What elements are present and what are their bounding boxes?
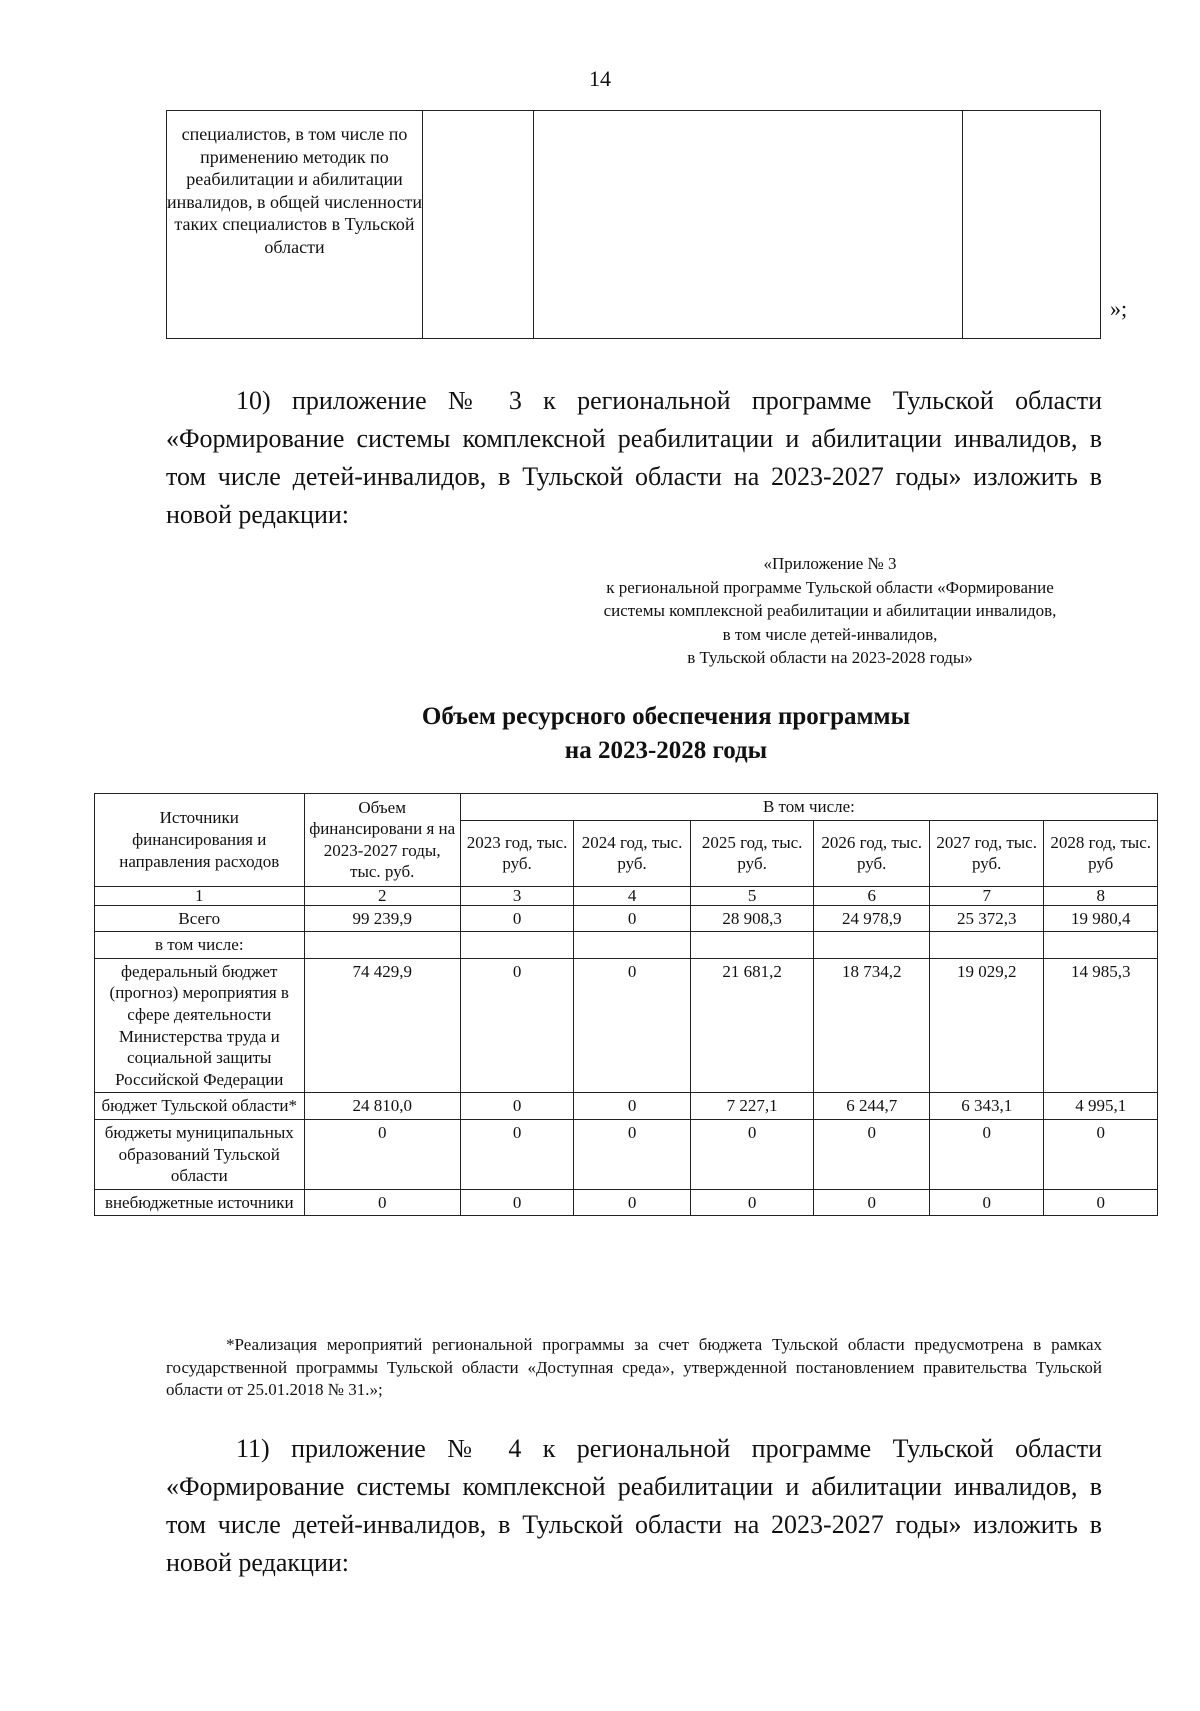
row-value: 0 — [460, 1093, 573, 1120]
row-value: 19 029,2 — [929, 958, 1043, 1093]
row-value: 0 — [460, 1189, 573, 1216]
continuation-empty-cell — [423, 111, 534, 339]
header-year: 2026 год, тыс. руб. — [814, 820, 929, 886]
column-number: 4 — [574, 886, 691, 905]
row-value: 21 681,2 — [690, 958, 814, 1093]
appendix-header-line: «Приложение № 3 — [763, 554, 897, 573]
row-value: 19 980,4 — [1044, 905, 1158, 932]
row-value: 25 372,3 — [929, 905, 1043, 932]
row-source: бюджеты муниципальных образований Тульской области — [95, 1119, 305, 1189]
row-value: 0 — [574, 905, 691, 932]
row-source: в том числе: — [95, 932, 305, 959]
row-value: 99 239,9 — [304, 905, 460, 932]
header-year: 2023 год, тыс. руб. — [460, 820, 573, 886]
row-value: 0 — [304, 1119, 460, 1189]
column-number: 7 — [929, 886, 1043, 905]
row-value: 0 — [929, 1189, 1043, 1216]
row-value: 7 227,1 — [690, 1093, 814, 1120]
row-value — [929, 932, 1043, 959]
row-value: 0 — [814, 1189, 929, 1216]
row-value: 6 343,1 — [929, 1093, 1043, 1120]
footnote — [166, 1334, 1102, 1402]
resource-table — [94, 793, 1158, 1216]
row-value: 0 — [574, 1093, 691, 1120]
row-source: бюджет Тульской области* — [95, 1093, 305, 1120]
item-10-text: 10) приложение № 3 к региональной программе Тульской области «Формирование системы комплексной реабилитации и абилитации инвалидов, в том числе детей-инвалидов, в Тульской области на 2023-2027 годы» изложить в новой редакции: — [166, 386, 1102, 529]
column-number-row — [95, 886, 1158, 905]
row-source: внебюджетные источники — [95, 1189, 305, 1216]
header-including: В том числе: — [460, 794, 1157, 821]
continuation-table — [166, 110, 1101, 339]
table-row — [95, 958, 1158, 1093]
header-source: Источники финансирования и направления расходов — [95, 794, 305, 887]
row-value: 0 — [929, 1119, 1043, 1189]
closing-quote: »; — [1110, 296, 1128, 321]
row-value: 0 — [574, 1119, 691, 1189]
row-value: 0 — [574, 1189, 691, 1216]
table-row — [95, 932, 1158, 959]
row-value: 0 — [1044, 1119, 1158, 1189]
appendix-header-line: в том числе детей-инвалидов, — [722, 624, 938, 644]
row-value: 6 244,7 — [814, 1093, 929, 1120]
row-value — [1044, 932, 1158, 959]
appendix-header-line: к региональной программе Тульской области «Формирование — [606, 577, 1054, 597]
row-value: 0 — [690, 1119, 814, 1189]
row-value — [690, 932, 814, 959]
item-11-paragraph — [166, 1430, 1102, 1582]
appendix-header — [540, 552, 1120, 670]
row-value: 0 — [460, 905, 573, 932]
row-value: 0 — [460, 1119, 573, 1189]
row-value: 0 — [304, 1189, 460, 1216]
section-title-line: Объем ресурсного обеспечения программы — [421, 703, 911, 730]
row-value: 4 995,1 — [1044, 1093, 1158, 1120]
continuation-empty-cell — [963, 111, 1101, 339]
column-number: 6 — [814, 886, 929, 905]
table-row — [95, 1119, 1158, 1189]
row-value: 0 — [690, 1189, 814, 1216]
continuation-indicator-cell: специалистов, в том числе по применению методик по реабилитации и абилитации инвалидов, в общей численности таких специалистов в Тульской области — [167, 111, 423, 339]
row-source: Всего — [95, 905, 305, 932]
item-10-paragraph — [166, 382, 1102, 534]
continuation-empty-cell — [534, 111, 963, 339]
row-value — [814, 932, 929, 959]
row-value: 0 — [814, 1119, 929, 1189]
appendix-header-line: системы комплексной реабилитации и абилитации инвалидов, — [603, 601, 1057, 620]
row-value — [460, 932, 573, 959]
row-value — [304, 932, 460, 959]
row-value: 28 908,3 — [690, 905, 814, 932]
row-value — [574, 932, 691, 959]
row-value: 24 810,0 — [304, 1093, 460, 1120]
row-source: федеральный бюджет (прогноз) мероприятия в сфере деятельности Министерства труда и социальной защиты Российской Федерации — [95, 958, 305, 1093]
column-number: 1 — [95, 886, 305, 905]
footnote-text: *Реализация мероприятий региональной программы за счет бюджета Тульской области предусмотрена в рамках государственной программы Тульской области «Доступная среда», утвержденной постановлением правительства Тульской области от 25.01.2018 № 31.»; — [166, 1335, 1102, 1399]
header-total: Объем финансировани я на 2023-2027 годы, тыс. руб. — [304, 794, 460, 887]
row-value: 0 — [460, 958, 573, 1093]
table-row — [95, 905, 1158, 932]
row-value: 24 978,9 — [814, 905, 929, 932]
row-value: 18 734,2 — [814, 958, 929, 1093]
column-number: 8 — [1044, 886, 1158, 905]
section-title-line: на 2023-2028 годы — [564, 737, 768, 764]
row-value: 74 429,9 — [304, 958, 460, 1093]
appendix-header-line: в Тульской области на 2023-2028 годы» — [687, 648, 973, 667]
header-year: 2025 год, тыс. руб. — [690, 820, 814, 886]
table-row — [95, 1093, 1158, 1120]
header-year: 2024 год, тыс. руб. — [574, 820, 691, 886]
table-row — [95, 1189, 1158, 1216]
row-value: 0 — [1044, 1189, 1158, 1216]
header-year: 2028 год, тыс. руб — [1044, 820, 1158, 886]
column-number: 3 — [460, 886, 573, 905]
row-value: 14 985,3 — [1044, 958, 1158, 1093]
section-title — [0, 700, 1200, 768]
page-number: 14 — [589, 66, 611, 91]
item-11-text: 11) приложение № 4 к региональной программе Тульской области «Формирование системы комплексной реабилитации и абилитации инвалидов, в том числе детей-инвалидов, в Тульской области на 2023-2027 годы» изложить в новой редакции: — [166, 1434, 1102, 1577]
column-number: 2 — [304, 886, 460, 905]
header-year: 2027 год, тыс. руб. — [929, 820, 1043, 886]
row-value: 0 — [574, 958, 691, 1093]
column-number: 5 — [690, 886, 814, 905]
